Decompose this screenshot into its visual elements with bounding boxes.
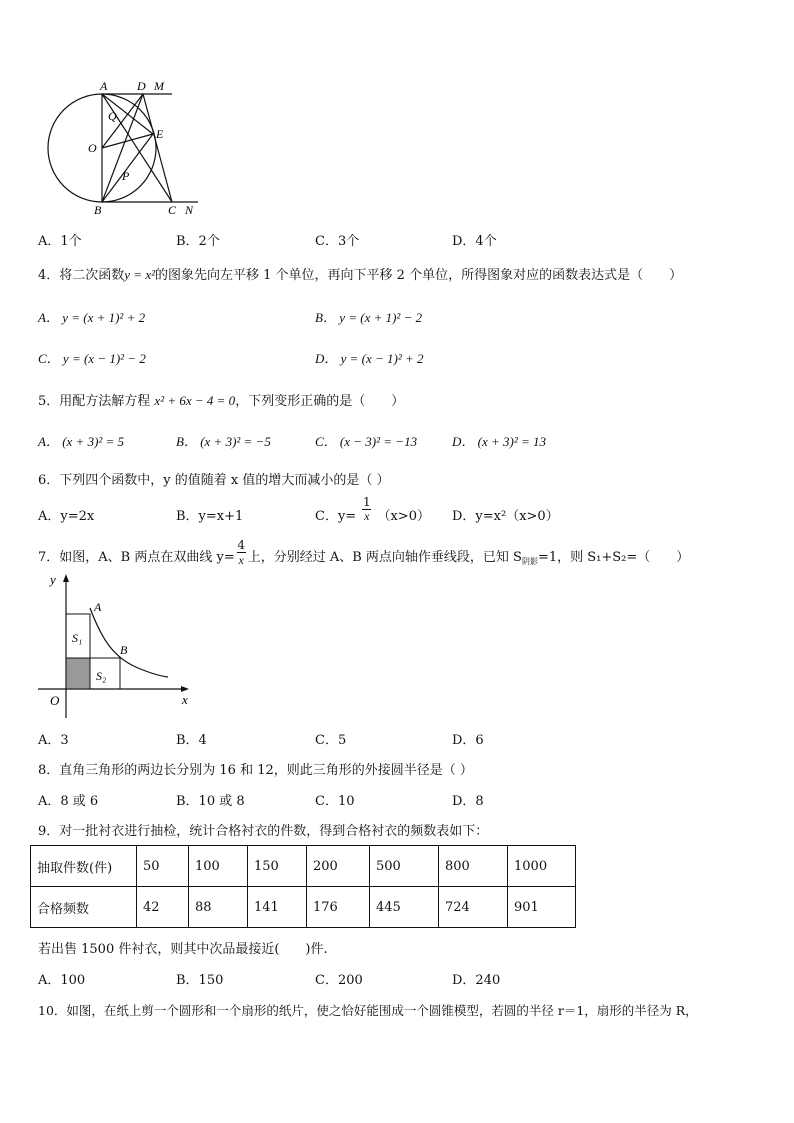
q6-option-b: B．y=x+1 bbox=[176, 509, 244, 524]
q9-option-d: D．240 bbox=[452, 973, 501, 988]
q5-option-d: D． (x + 3)² = 13 bbox=[452, 434, 547, 449]
q4-option-b: B． y = (x + 1)² − 2 bbox=[315, 310, 423, 325]
q5-stem: 5．用配方法解方程 x² + 6x − 4 = 0，下列变形正确的是（ ） bbox=[38, 393, 405, 409]
q3-circle-figure bbox=[40, 78, 210, 220]
q6-stem: 6．下列四个函数中，y 的值随着 x 值的增大而减小的是（ ） bbox=[38, 473, 390, 488]
fig7-label-y: y bbox=[50, 572, 56, 587]
q4-stem: 4．将二次函数y = x²的图象先向左平移 1 个单位，再向下平移 2 个单位，所得图象对应的函数表达式是（ ） bbox=[38, 267, 683, 283]
q8-option-d: D．8 bbox=[452, 794, 484, 809]
q6-c-denominator: x bbox=[364, 509, 370, 523]
q10-stem: 10．如图，在纸上剪一个圆形和一个扇形的纸片，使之恰好能围成一个圆锥模型，若圆的半径 r＝1，扇形的半径为 R， bbox=[38, 1003, 698, 1018]
fig7-label-S1: S₁ bbox=[72, 631, 83, 645]
fig3-label-N: N bbox=[185, 203, 194, 217]
q4-option-c: C． y = (x − 1)² − 2 bbox=[38, 351, 146, 366]
fig3-label-B: B bbox=[94, 203, 102, 217]
table-row bbox=[31, 846, 576, 887]
q9-followup: 若出售 1500 件衬衣，则其中次品最接近( )件. bbox=[38, 942, 328, 957]
fig3-label-E: E bbox=[156, 127, 164, 141]
table-cell: 50 bbox=[137, 846, 189, 887]
q8-stem: 8．直角三角形的两边长分别为 16 和 12，则此三角形的外接圆半径是（ ） bbox=[38, 763, 473, 778]
q9-frequency-table bbox=[30, 845, 576, 928]
fig3-label-M: M bbox=[154, 79, 164, 93]
q6-c-numerator: 1 bbox=[363, 495, 371, 509]
table-cell: 800 bbox=[439, 846, 508, 887]
q7-hyperbola-figure bbox=[34, 570, 199, 720]
fig3-label-D: D bbox=[137, 79, 146, 93]
q7-option-d: D．6 bbox=[452, 733, 484, 748]
q8-option-b: B．10 或 8 bbox=[176, 794, 245, 809]
q6-option-d: D．y=x²（x>0） bbox=[452, 509, 559, 524]
table-cell: 150 bbox=[248, 846, 307, 887]
table-cell: 176 bbox=[307, 887, 370, 928]
q9-option-b: B．150 bbox=[176, 973, 224, 988]
q9-stem: 9．对一批衬衣进行抽检，统计合格衬衣的件数，得到合格衬衣的频数表如下： bbox=[38, 824, 489, 839]
table-cell: 141 bbox=[248, 887, 307, 928]
table-cell: 1000 bbox=[508, 846, 576, 887]
q5-option-a: A． (x + 3)² = 5 bbox=[38, 434, 125, 449]
q4-option-a: A． y = (x + 1)² + 2 bbox=[38, 310, 146, 325]
q8-option-c: C．10 bbox=[315, 794, 355, 809]
q8-option-a: A．8 或 6 bbox=[38, 794, 99, 809]
table-row bbox=[31, 887, 576, 928]
q6-option-c: C．y= $\frac{1}{x}$ （x>0） bbox=[315, 495, 430, 524]
fig7-label-O: O bbox=[50, 693, 60, 708]
table-cell: 724 bbox=[439, 887, 508, 928]
table-cell: 抽取件数(件) bbox=[31, 846, 137, 887]
table-cell: 42 bbox=[137, 887, 189, 928]
q5-option-c: C． (x − 3)² = −13 bbox=[315, 434, 418, 449]
fig3-label-O: O bbox=[88, 141, 97, 155]
q7-option-c: C．5 bbox=[315, 733, 347, 748]
fig3-label-C: C bbox=[168, 203, 177, 217]
q3-option-a: A．1个 bbox=[38, 234, 82, 249]
q9-option-c: C．200 bbox=[315, 973, 363, 988]
fig7-label-B: B bbox=[120, 643, 128, 657]
table-cell: 500 bbox=[370, 846, 439, 887]
table-cell: 901 bbox=[508, 887, 576, 928]
table-cell: 合格频数 bbox=[31, 887, 137, 928]
q7-option-b: B．4 bbox=[176, 733, 207, 748]
table-cell: 88 bbox=[189, 887, 248, 928]
q9-option-a: A．100 bbox=[38, 973, 86, 988]
table-cell: 200 bbox=[307, 846, 370, 887]
table-cell: 445 bbox=[370, 887, 439, 928]
q3-option-c: C．3个 bbox=[315, 234, 360, 249]
q6-option-a: A．y=2x bbox=[38, 509, 95, 524]
q4-option-d: D． y = (x − 1)² + 2 bbox=[315, 351, 424, 366]
fig7-label-S2: S₂ bbox=[96, 669, 107, 683]
table-cell: 100 bbox=[189, 846, 248, 887]
q7-option-a: A．3 bbox=[38, 733, 69, 748]
q3-option-b: B．2个 bbox=[176, 234, 220, 249]
fig3-label-A: A bbox=[100, 79, 108, 93]
fig7-label-A: A bbox=[94, 600, 102, 614]
fig7-label-x: x bbox=[182, 692, 188, 707]
q7-stem: 7．如图，A、B 两点在双曲线 y= $\frac{4}{x}$ 上，分别经过 A、B 两点向轴作垂线段，已知 $S_{阴影}=1$，则 S₁+S₂=（ ） bbox=[38, 538, 690, 567]
fig3-label-Q: Q bbox=[108, 109, 117, 123]
q3-option-d: D．4个 bbox=[452, 234, 497, 249]
fig3-label-P: P bbox=[122, 169, 130, 183]
q5-option-b: B． (x + 3)² = −5 bbox=[176, 434, 271, 449]
